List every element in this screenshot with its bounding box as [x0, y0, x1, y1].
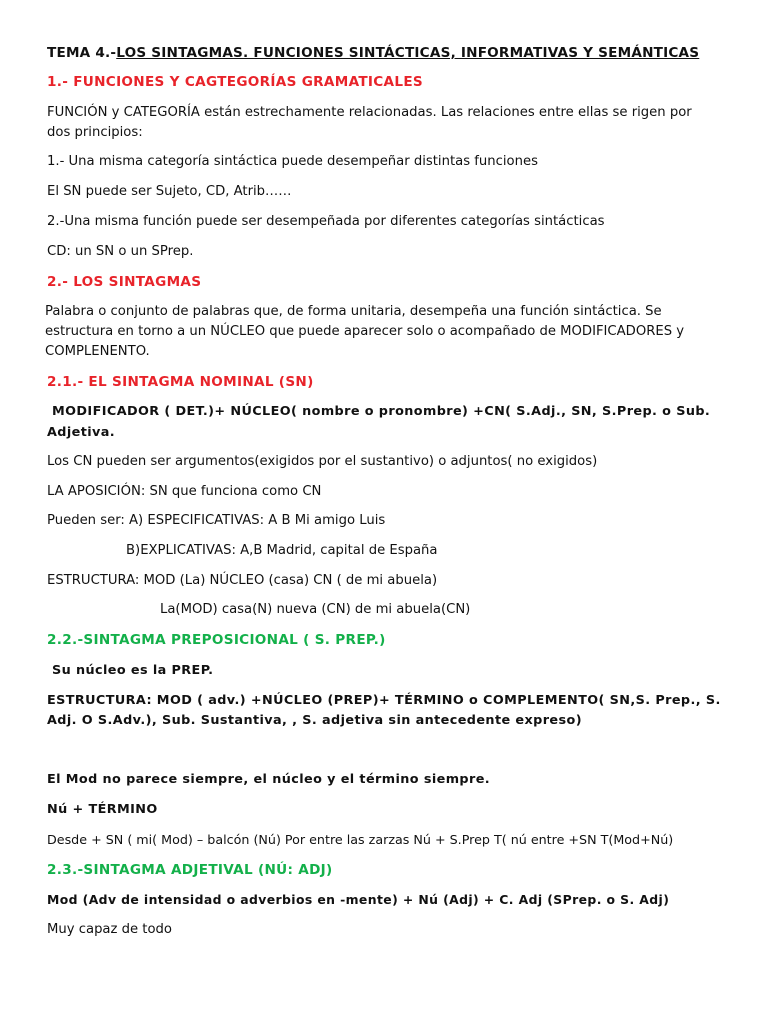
s21-structure-line-2: Adjetiva. [47, 425, 116, 440]
title-prefix: TEMA 4.- [47, 45, 117, 61]
s23-structure: Mod (Adv de intensidad o adverbios en -mente) + Nú (Adj) + C. Adj (SPrep. o S. Adj) [47, 892, 670, 907]
s1-paragraph-4: 2.-Una misma función puede ser desempeñada por diferentes categorías sintácticas [47, 214, 605, 229]
s2-paragraph-line-3: COMPLENENTO. [45, 344, 150, 359]
s21-paragraph-5: ESTRUCTURA: MOD (La) NÚCLEO (casa) CN ( de mi abuela) [47, 573, 438, 588]
s22-paragraph-1: Desde + SN ( mi( Mod) – balcón (Nú) Por entre las zarzas Nú + S.Prep T( nú entre +SN T(Mod+Nú) [47, 832, 674, 847]
s22-structure-line-2: Adj. O S.Adv.), Sub. Sustantiva, , S. adjetiva sin antecedente expreso) [47, 713, 582, 728]
section-2-heading: 2.- LOS SINTAGMAS [47, 274, 202, 290]
s2-paragraph-line-2: estructura en torno a un NÚCLEO que puede aparecer solo o acompañado de MODIFICADORES y [45, 324, 685, 339]
title-rest: LOS SINTAGMAS. FUNCIONES SINTÁCTICAS, INFORMATIVAS Y SEMÁNTICAS [116, 45, 700, 61]
s21-structure-line-1: MODIFICADOR ( DET.)+ NÚCLEO( nombre o pronombre) +CN( S.Adj., SN, S.Prep. o Sub. [52, 404, 711, 419]
s1-paragraph-3: El SN puede ser Sujeto, CD, Atrib…… [47, 184, 292, 199]
s1-paragraph-1-line-2: dos principios: [47, 125, 143, 140]
section-2-2-heading: 2.2.-SINTAGMA PREPOSICIONAL ( S. PREP.) [47, 632, 386, 648]
s2-paragraph-line-1: Palabra o conjunto de palabras que, de forma unitaria, desempeña una función sintáctica. Se [45, 304, 662, 319]
s21-paragraph-2: LA APOSICIÓN: SN que funciona como CN [47, 484, 322, 499]
s22-bold-3: El Mod no parece siempre, el núcleo y el término siempre. [47, 772, 491, 787]
section-2-3-heading: 2.3.-SINTAGMA ADJETIVAL (NÚ: ADJ) [47, 862, 333, 878]
s21-paragraph-3: Pueden ser: A) ESPECIFICATIVAS: A B Mi amigo Luis [47, 513, 386, 528]
s22-structure-line-1: ESTRUCTURA: MOD ( adv.) +NÚCLEO (PREP)+ TÉRMINO o COMPLEMENTO( SN,S. Prep., S. [47, 693, 721, 708]
s21-paragraph-6: La(MOD) casa(N) nueva (CN) de mi abuela(CN) [160, 602, 471, 617]
section-1-heading: 1.- FUNCIONES Y CAGTEGORÍAS GRAMATICALES [47, 74, 424, 90]
s21-paragraph-1: Los CN pueden ser argumentos(exigidos por el sustantivo) o adjuntos( no exigidos) [47, 454, 598, 469]
s23-paragraph-1: Muy capaz de todo [47, 922, 172, 937]
s22-bold-1: Su núcleo es la PREP. [52, 663, 214, 678]
s1-paragraph-1-line-1: FUNCIÓN y CATEGORÍA están estrechamente relacionadas. Las relaciones entre ellas se rigen por [47, 105, 692, 120]
document-title [47, 43, 699, 63]
section-2-1-heading: 2.1.- EL SINTAGMA NOMINAL (SN) [47, 374, 314, 390]
s21-paragraph-4: B)EXPLICATIVAS: A,B Madrid, capital de España [126, 543, 438, 558]
s1-paragraph-2: 1.- Una misma categoría sintáctica puede desempeñar distintas funciones [47, 154, 538, 169]
s22-bold-4: Nú + TÉRMINO [47, 802, 158, 817]
s1-paragraph-5: CD: un SN o un SPrep. [47, 244, 194, 259]
